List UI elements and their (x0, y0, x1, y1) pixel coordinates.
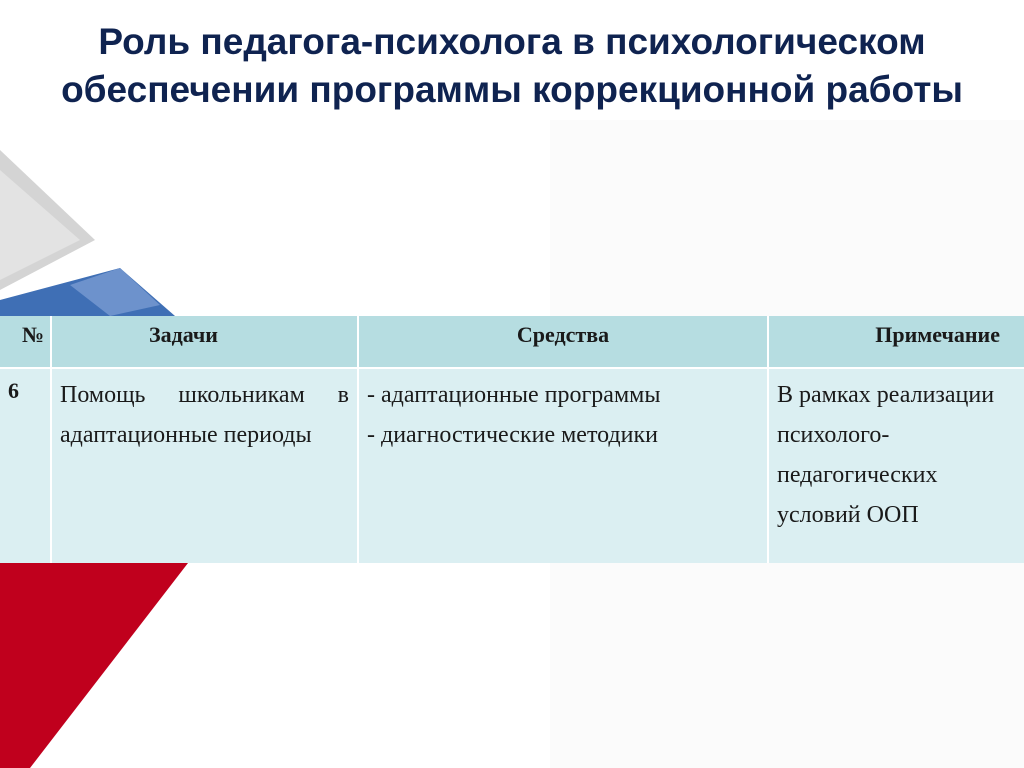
header-tasks: Задачи (51, 316, 358, 368)
row-note-cell: В рамках реализации психолого-педагогических условий ООП (768, 368, 1024, 563)
red-diagonal-shape (0, 563, 188, 768)
slide-title-line-1: Роль педагога-психолога в психологическом (98, 21, 926, 62)
row-number-cell: 6 (0, 368, 51, 563)
slide-title-line-2: обеспечении программы коррекционной работы (61, 69, 963, 110)
header-means: Средства (358, 316, 768, 368)
row-means-cell (358, 368, 768, 563)
means-item: - диагностические методики (367, 422, 658, 448)
correction-work-table (0, 316, 1024, 563)
table-row (0, 368, 1024, 563)
slide-title (0, 18, 1024, 114)
table-header-row (0, 316, 1024, 368)
header-note: Примечание (768, 316, 1024, 368)
means-item: - адаптационные программы (367, 382, 661, 408)
row-task-cell: Помощь школьникам в адаптационные периоды (51, 368, 358, 563)
header-number: № (0, 316, 51, 368)
